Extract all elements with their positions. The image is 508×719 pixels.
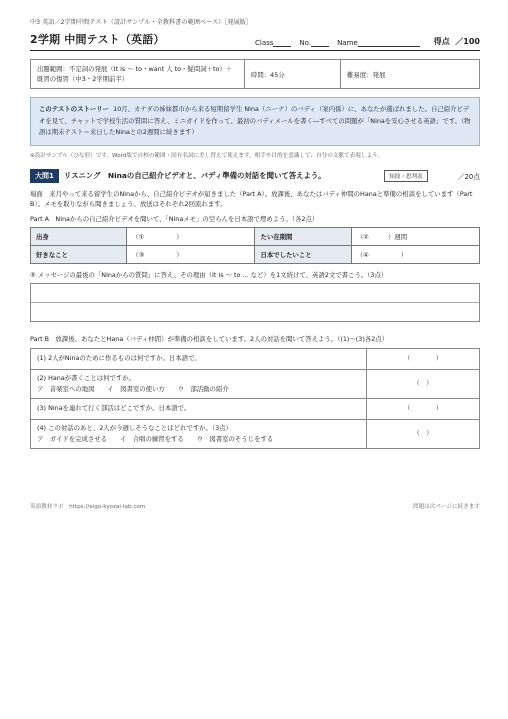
writing-line[interactable] <box>31 303 479 321</box>
title-row <box>30 31 480 51</box>
score-field <box>434 36 480 47</box>
answer-box[interactable]: （ ） <box>367 398 480 419</box>
question-5: ⑤ メッセージの最後の「Ninaからの質問」に答え、その理由（It is ～ to ... など）を1文続けて、英語2文で書こう。（3点） <box>30 270 388 279</box>
writing-line[interactable] <box>31 284 479 303</box>
memo-header: 出身 <box>31 227 127 245</box>
answer-box[interactable]: （ ） <box>367 419 480 448</box>
exam-time: 時間：45分 <box>245 60 341 88</box>
answer-blank-4[interactable]: （④ ） <box>351 245 479 263</box>
section-label: 大問1 <box>30 169 59 183</box>
skill-tag: 知技・思判表 <box>384 170 428 182</box>
breadcrumb: 中3 英語／2学期中間テスト（設計サンプル・全教科書の範囲ベース）［発展版］ <box>30 19 253 26</box>
class-blank <box>273 38 291 47</box>
footer-site: 英語教材ラボ https://eigo-kyozai-lab.com <box>30 504 146 510</box>
score-total: ／100 <box>455 37 480 46</box>
part-b-instruction: Part B 放課後、あなたとHana（バディ仲間）が準備の相談をしています。2人の対話を聞いて答えよう。（(1)～(3)各2点） <box>30 334 389 343</box>
question-text: (4) この対話のあと、2人が今週しそうなことはどれですか。（3点） <box>37 423 232 432</box>
question-text: (3) Ninaを連れて行く部活はどこですか。日本語で。 <box>37 404 191 412</box>
no-field[interactable] <box>299 38 329 47</box>
section-title: リスニング Ninaの自己紹介ビデオと、バディ準備の対話を聞いて答えよう。 <box>63 171 326 180</box>
name-blank <box>358 38 420 47</box>
answer-box[interactable]: （ ） <box>367 369 480 398</box>
table-row <box>31 227 480 245</box>
scene-text: 場面 来月やって来る留学生のNinaから、自己紹介ビデオが届きました（Part A）。放課後、あなたはバディ仲間のHanaと準備の相談をしています（Part B）。メモを取りながら聞きましょう。放送はそれぞれ2回流れます。 <box>30 189 473 208</box>
question-text: (2) Hanaが書くことは何ですか。 <box>37 373 136 382</box>
exam-difficulty: 難易度：発展 <box>347 70 386 79</box>
name-label: Name <box>337 39 358 47</box>
memo-header: たい在期間 <box>255 227 351 245</box>
score-label: 得点 <box>433 37 450 46</box>
table-row <box>31 369 480 398</box>
question-text: (1) 2人がNinaのために作るものは何ですか。日本語で。 <box>37 354 201 362</box>
choices-text: ア 音楽室への地図 イ 図書室の使い方 ウ 部活動の紹介 <box>37 384 229 393</box>
section-points: ／20点 <box>457 172 480 181</box>
part-a-instruction: Part A Ninaからの自己紹介ビデオを聞いて、「Ninaメモ」の空らんを日本語で埋めよう。（各2点） <box>30 214 319 223</box>
footer-continue: 問題は次ページに続きます <box>412 504 480 510</box>
story-box <box>30 97 480 146</box>
question-cell <box>31 369 367 398</box>
answer-blank-3[interactable]: （③ ） <box>127 245 255 263</box>
question-cell <box>31 398 367 419</box>
footer <box>30 502 480 510</box>
memo-header: 好きなこと <box>31 245 127 263</box>
question-cell <box>31 419 367 448</box>
answer-blank-1[interactable]: （① ） <box>127 227 255 245</box>
choices-text: ア ガイドを完成させる イ 合唱の練習をする ウ 図書室のそうじをする <box>37 434 274 443</box>
story-heading: このテストのストーリー <box>39 105 110 113</box>
page-title: 2学期 中間テスト（英語） <box>30 33 165 46</box>
writing-area[interactable] <box>30 283 480 322</box>
sample-note: ※設計サンプル（ひな形）です。Word版で自校の範囲・固有名詞に差し替えて使えます。相手や目的を意識して、自分の文脈で表現しよう。 <box>30 152 384 159</box>
answer-blank-2[interactable]: （② ）週間 <box>351 227 479 245</box>
name-field[interactable] <box>337 38 420 47</box>
answer-box[interactable]: （ ） <box>367 348 480 369</box>
student-info <box>255 36 480 47</box>
class-label: Class <box>255 39 274 47</box>
exam-range: 出題範囲：不定詞の発展（It is ～ to・want 人 to・疑問詞＋to）＋既習の復習（中3・2学期前半） <box>31 60 245 88</box>
story-body: 10月、カナダの姉妹都市から来る短期留学生 Nina（ニーナ）のバディ（案内係）に、あなたが選ばれました。自己紹介ビデオを見て、チャットで学校生活の質問に答え、ミニガイドを作って、最初のバディメールを書く―すべての問題が「Ninaを安心させる英語」です。（物語は期末テスト＝来日したNinaとの2週間に続きます） <box>39 105 471 136</box>
exam-info <box>30 59 480 89</box>
question-cell <box>31 348 367 369</box>
no-label: No. <box>299 39 312 47</box>
table-row <box>31 419 480 448</box>
class-field[interactable] <box>255 38 291 47</box>
section-header <box>30 169 480 183</box>
table-row <box>31 398 480 419</box>
memo-header: 日本でしたいこと <box>255 245 351 263</box>
nina-memo-table <box>30 227 480 264</box>
table-row <box>31 245 480 263</box>
part-b-questions <box>30 348 480 449</box>
no-blank <box>311 38 329 47</box>
table-row <box>31 348 480 369</box>
